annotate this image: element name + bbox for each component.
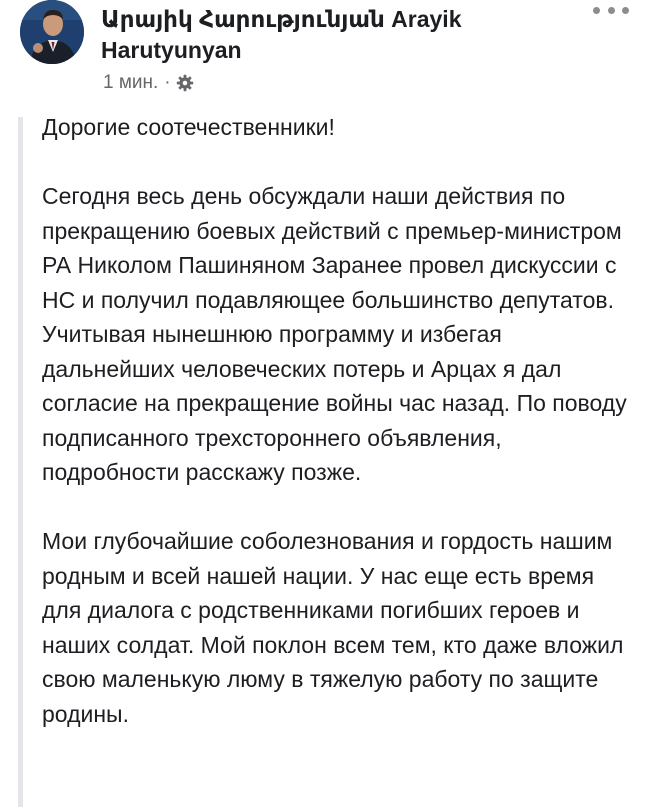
author-name[interactable]: Արայիկ Հարությունյան Arayik Harutyunyan bbox=[101, 6, 462, 63]
avatar[interactable] bbox=[20, 0, 84, 64]
dot bbox=[593, 7, 600, 14]
post-body bbox=[42, 110, 632, 766]
gear-icon[interactable] bbox=[176, 74, 194, 92]
post-header bbox=[0, 0, 646, 100]
post-meta bbox=[103, 72, 194, 94]
quote-bar bbox=[18, 117, 23, 807]
post-paragraph: Сегодня весь день обсуждали наши действия по прекращению боевых действий с премьер-министром РА Николом Пашиняном Заранее провел дискуссии с НС и получил подавляющее большинство депутатов. Учитывая нынешнюю программу и избегая дальнейших человеческих потерь и Арцах я дал согласие на прекращение войны час назад. По поводу подписанного трехстороннего объявления, подробности расскажу позже. bbox=[42, 183, 627, 485]
post-paragraph: Мои глубочайшие соболезнования и гордость нашим родным и всей нашей нации. У нас еще есть время для диалога с родственниками погибших героев и наших солдат. Мой поклон всем тем, кто даже вложил свою маленькую люму в тяжелую работу по защите родины. bbox=[42, 528, 624, 727]
dot bbox=[622, 7, 629, 14]
more-dots-icon[interactable] bbox=[593, 2, 629, 18]
post-paragraph: Дорогие соотечественники! bbox=[42, 114, 335, 140]
post-timestamp[interactable]: 1 мин. bbox=[103, 72, 159, 93]
meta-separator: · bbox=[164, 72, 171, 93]
profile-photo bbox=[20, 0, 84, 64]
dot bbox=[608, 7, 615, 14]
